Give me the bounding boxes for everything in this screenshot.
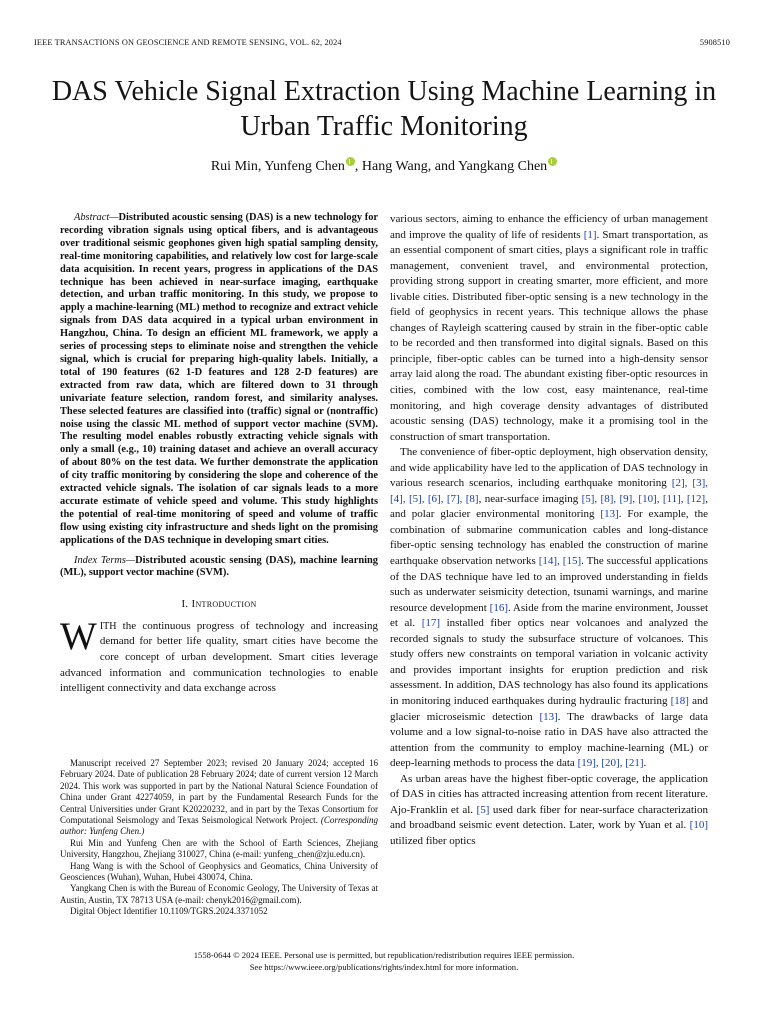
- body-text: .: [643, 757, 647, 770]
- author-names-2: , Hang Wang, and Yangkang Chen: [354, 159, 548, 174]
- right-column: [390, 212, 708, 849]
- body-text: . The drawbacks of large data volume and a low signal-to-noise ratio in DAS have also attracted the attention from the community to employ machine-learning (ML) or deep-learning methods to process the data: [390, 710, 708, 770]
- author-names-1: Rui Min, Yunfeng Chen: [210, 159, 345, 174]
- journal-name: IEEE TRANSACTIONS ON GEOSCIENCE AND REMOTE SENSING, VOL. 62, 2024: [34, 38, 342, 47]
- affiliation-note: Rui Min and Yunfeng Chen are with the School of Earth Sciences, Zhejiang University, Hangzhou, Zhejiang 310027, China (e-mail: yunfeng_chen@zju.edu.cn).: [60, 837, 378, 860]
- funding-note: Manuscript received 27 September 2023; revised 20 January 2024; accepted 16 February 2024. Date of publication 28 February 2024; date of current version 12 March 2024. This work was supported in part by the National Natural Science Foundation of China under Grant 42274059, in part by the Fundamental Research Funds for the Central Universities under Grant K20220232, and in part by the Texas Consortium for Computational Seismology and Texas Seismological Network Project.: [60, 758, 378, 826]
- orcid-icon[interactable]: [346, 157, 355, 166]
- body-text: and glacier microseismic detection: [390, 694, 708, 723]
- affiliation-note: Hang Wang is with the School of Geophysics and Geomatics, China University of Geosciences (Wuhan), Wuhan, Hubei 430074, China.: [60, 860, 378, 883]
- citation-link[interactable]: [19], [20], [21]: [577, 757, 644, 770]
- citation-link[interactable]: [5], [8], [9], [10], [11], [12]: [581, 492, 706, 505]
- affiliation-note: Yangkang Chen is with the Bureau of Economic Geology, The University of Texas at Austin, Austin, TX 78713 USA (e-mail: chenyk2016@gmail.com).: [60, 883, 378, 905]
- body-text: . Aside from the marine environment, Jousset et al.: [390, 601, 709, 630]
- citation-link[interactable]: [18]: [670, 694, 689, 707]
- body-text: utilized fiber optics: [390, 834, 476, 847]
- abstract-text: Distributed acoustic sensing (DAS) is a new technology for recording vibration signals using optical fibers, and is advantageous over traditional seismic geophones given high spatial sampling density, real-time monitoring capabilities, and relatively low cost for large-scale data acquisition. In recent years, progress in applications of the DAS technique has been achieved in near-surface imaging, earthquake detection, and urban traffic monitoring. In this study, we propose to apply a machine-learning (ML) method to recognize and extract vehicle signals from DAS data acquired in a typical urban environment in Hangzhou, China. To design an efficient ML framework, we apply a series of processing steps to eliminate noise and strengthen the vehicle signal, which is crucial for preparing high-quality labels. Initially, a total of 190 features (62 1-D features and 128 2-D features) are extracted from raw data, which are filtered down to 31 through univariate feature selection, random forest, and similarity analyses. These selected features are classified into (traffic) signal or (nontraffic) noise using the classic ML method of support vector machine (SVM). The resulting model enables robustly extracting vehicle signals with only a small (e.g., 10) training dataset and achieve an overall accuracy of about 80% on the test data. We further demonstrate the application of city traffic monitoring by considering the slope and coherence of the extracted vehicle signals. The isolation of car signals leads to a more accurate estimate of vehicle speed and volume. This study highlights the potential of real-time monitoring of speed and volume of traffic flow using existing city infrastructure and sheds light on the promising applications of the DAS technique in developing smart cities.: [60, 212, 378, 546]
- index-terms-label: Index Terms—: [74, 554, 136, 566]
- body-text: installed fiber optics near volcanoes and analyzed the recorded signals to study the subsurface structure of volcanoes. This study offers new constraints on temporal variation in volcanic activity and provides important insights for eruption prediction and risk assessment. In addition, DAS technology has also found its applications in monitoring induced earthquakes during hydraulic fracturing: [390, 617, 708, 707]
- body-text: The convenience of fiber-optic deployment, high observation density, and wide applicability have led to the application of DAS technology in various research scenarios, including earthquake monitoring: [390, 446, 708, 490]
- drop-cap: W: [60, 614, 97, 658]
- citation-link[interactable]: [16]: [489, 601, 508, 614]
- left-column: [60, 212, 378, 697]
- copyright-notice: [40, 949, 728, 973]
- intro-paragraph: [60, 614, 378, 697]
- author-list: [40, 159, 728, 175]
- intro-small-caps: ITH: [99, 620, 117, 632]
- orcid-icon[interactable]: [548, 157, 557, 166]
- body-text: used dark fiber for near-surface characterization and broadband seismic event detection. Later, work by Yuan et al.: [390, 803, 708, 832]
- body-text: various sectors, aiming to enhance the efficiency of urban management and improve the quality of life of residents: [390, 213, 708, 241]
- citation-link[interactable]: [10]: [689, 819, 708, 832]
- index-terms-text: Distributed acoustic sensing (DAS), machine learning (ML), support vector machine (SVM).: [60, 554, 378, 579]
- intro-text: the continuous progress of technology and increasing demand for better life quality, smart cities have become the core concept of urban development. Smart cities leverage advanced information and communication technologies to enable intelligent connectivity and data exchange across: [60, 619, 378, 695]
- citation-link[interactable]: [14], [15]: [538, 555, 582, 568]
- corresponding-author: (Corresponding author: Yunfeng Chen.): [60, 815, 379, 837]
- copyright-line: 1558-0644 © 2024 IEEE. Personal use is permitted, but republication/redistribution requires IEEE permission.: [193, 950, 575, 960]
- citation-link[interactable]: [13]: [600, 508, 619, 521]
- index-terms: [60, 555, 378, 581]
- running-header: [34, 38, 730, 47]
- footnotes: [60, 758, 378, 918]
- citation-link[interactable]: [13]: [539, 710, 558, 723]
- rights-url-line: See https://www.ieee.org/publications/rights/index.html for more information.: [249, 962, 519, 972]
- section-heading: I. Introduction: [181, 598, 257, 611]
- body-text: . Smart transportation, as an essential component of smart cities, plays a significant role in traffic management, convenient travel, and environmental protection, providing strong support in creating smarter, more efficient, and more livable cities. Distributed fiber-optic sensing is a new technology in the field of geophysics in recent years. This technique allows the phase changes of Rayleigh scattering caused by strain in the fiber-optic cable to be recorded and then transformed into digital signals. Based on this principle, fiber-optic cables can be turned into a high-density sensor array laid along the road. The abundant existing fiber-optic resources in cities, combined with the low cost, easy maintenance, real-time monitoring, and high coverage density advantages of distributed acoustic sensing (DAS) technology, make it a promising tool in the construction of smart transportation.: [390, 228, 708, 443]
- body-paragraph: [390, 772, 708, 850]
- body-text: . For example, the combination of submarine communication cables and long-distance fiber-optic sensing technology has enabled the construction of marine earthquake observation networks: [390, 508, 708, 568]
- paper-title: DAS Vehicle Signal Extraction Using Machine Learning in Urban Traffic Monitoring: [51, 76, 717, 142]
- citation-link[interactable]: [5]: [476, 803, 490, 816]
- abstract: [60, 212, 378, 548]
- body-paragraph: [390, 212, 708, 445]
- body-text: As urban areas have the highest fiber-optic coverage, the application of DAS in cities has attracted increasing attention from recent literature. Ajo-Franklin et al.: [390, 772, 708, 816]
- doi-note: Digital Object Identifier 10.1109/TGRS.2024.3371052: [70, 906, 268, 917]
- article-number: 5908510: [699, 38, 730, 47]
- citation-link[interactable]: [1]: [583, 228, 597, 241]
- body-text: . The successful applications of the DAS technique have led to an improved understanding in fields such as underwater seismicity detection, tsunami warnings, and marine resource development: [390, 555, 708, 614]
- body-text: , near-surface imaging: [478, 492, 582, 505]
- body-paragraph: [390, 445, 708, 771]
- citation-link[interactable]: [17]: [421, 617, 441, 630]
- citation-link[interactable]: [2], [3], [4], [5], [6], [7], [8]: [390, 477, 708, 505]
- manuscript-note: [60, 758, 378, 838]
- abstract-label: Abstract—: [74, 212, 119, 223]
- body-text: , and polar glacier environmental monitoring: [390, 492, 708, 521]
